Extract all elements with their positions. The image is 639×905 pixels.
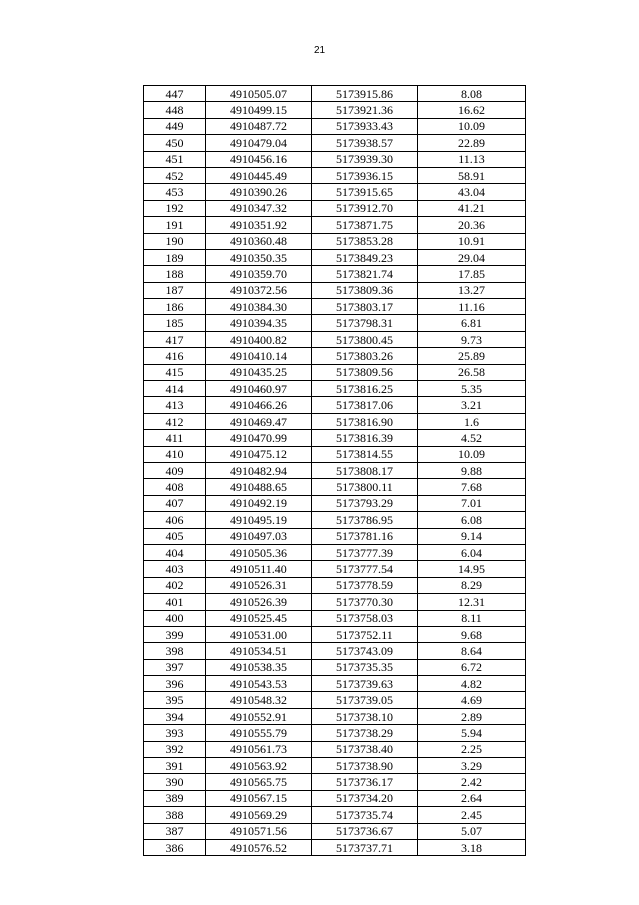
distance-cell: 9.68 — [418, 626, 526, 642]
distance-cell: 17.85 — [418, 266, 526, 282]
y-coordinate-cell: 5173735.35 — [312, 659, 418, 675]
distance-cell: 1.6 — [418, 413, 526, 429]
point-number-cell: 389 — [144, 790, 206, 806]
table-row — [144, 594, 526, 610]
distance-cell: 4.69 — [418, 692, 526, 708]
y-coordinate-cell: 5173770.30 — [312, 594, 418, 610]
table-row — [144, 790, 526, 806]
point-number-cell: 452 — [144, 167, 206, 183]
x-coordinate-cell: 4910479.04 — [206, 135, 312, 151]
point-number-cell: 450 — [144, 135, 206, 151]
distance-cell: 9.73 — [418, 331, 526, 347]
distance-cell: 12.31 — [418, 594, 526, 610]
point-number-cell: 401 — [144, 594, 206, 610]
y-coordinate-cell: 5173817.06 — [312, 397, 418, 413]
point-number-cell: 410 — [144, 446, 206, 462]
x-coordinate-cell: 4910495.19 — [206, 512, 312, 528]
x-coordinate-cell: 4910576.52 — [206, 839, 312, 855]
x-coordinate-cell: 4910350.35 — [206, 249, 312, 265]
point-number-cell: 400 — [144, 610, 206, 626]
x-coordinate-cell: 4910435.25 — [206, 364, 312, 380]
point-number-cell: 448 — [144, 102, 206, 118]
y-coordinate-cell: 5173777.54 — [312, 561, 418, 577]
point-number-cell: 393 — [144, 725, 206, 741]
point-number-cell: 451 — [144, 151, 206, 167]
distance-cell: 4.82 — [418, 676, 526, 692]
y-coordinate-cell: 5173739.05 — [312, 692, 418, 708]
distance-cell: 8.11 — [418, 610, 526, 626]
point-number-cell: 453 — [144, 184, 206, 200]
distance-cell: 26.58 — [418, 364, 526, 380]
x-coordinate-cell: 4910351.92 — [206, 217, 312, 233]
distance-cell: 9.14 — [418, 528, 526, 544]
distance-cell: 10.09 — [418, 118, 526, 134]
x-coordinate-cell: 4910400.82 — [206, 331, 312, 347]
table-row — [144, 249, 526, 265]
distance-cell: 25.89 — [418, 348, 526, 364]
y-coordinate-cell: 5173758.03 — [312, 610, 418, 626]
page-number: 21 — [313, 45, 326, 56]
y-coordinate-cell: 5173816.90 — [312, 413, 418, 429]
table-row — [144, 233, 526, 249]
point-number-cell: 394 — [144, 708, 206, 724]
point-number-cell: 403 — [144, 561, 206, 577]
point-number-cell: 411 — [144, 430, 206, 446]
y-coordinate-cell: 5173739.63 — [312, 676, 418, 692]
x-coordinate-cell: 4910445.49 — [206, 167, 312, 183]
table-row — [144, 217, 526, 233]
x-coordinate-cell: 4910526.31 — [206, 577, 312, 593]
x-coordinate-cell: 4910488.65 — [206, 479, 312, 495]
x-coordinate-cell: 4910359.70 — [206, 266, 312, 282]
table-row — [144, 495, 526, 511]
distance-cell: 2.64 — [418, 790, 526, 806]
coordinates-table — [143, 85, 526, 856]
y-coordinate-cell: 5173933.43 — [312, 118, 418, 134]
table-row — [144, 741, 526, 757]
point-number-cell: 191 — [144, 217, 206, 233]
x-coordinate-cell: 4910563.92 — [206, 758, 312, 774]
table-row — [144, 561, 526, 577]
table-row — [144, 692, 526, 708]
x-coordinate-cell: 4910555.79 — [206, 725, 312, 741]
point-number-cell: 186 — [144, 299, 206, 315]
table-row — [144, 512, 526, 528]
point-number-cell: 402 — [144, 577, 206, 593]
distance-cell: 6.08 — [418, 512, 526, 528]
distance-cell: 5.94 — [418, 725, 526, 741]
table-row — [144, 200, 526, 216]
distance-cell: 10.91 — [418, 233, 526, 249]
distance-cell: 7.01 — [418, 495, 526, 511]
point-number-cell: 390 — [144, 774, 206, 790]
y-coordinate-cell: 5173816.39 — [312, 430, 418, 446]
x-coordinate-cell: 4910505.36 — [206, 544, 312, 560]
table-row — [144, 823, 526, 839]
x-coordinate-cell: 4910571.56 — [206, 823, 312, 839]
distance-cell: 11.16 — [418, 299, 526, 315]
y-coordinate-cell: 5173821.74 — [312, 266, 418, 282]
y-coordinate-cell: 5173921.36 — [312, 102, 418, 118]
distance-cell: 6.72 — [418, 659, 526, 675]
table-row — [144, 577, 526, 593]
point-number-cell: 412 — [144, 413, 206, 429]
x-coordinate-cell: 4910538.35 — [206, 659, 312, 675]
table-row — [144, 397, 526, 413]
y-coordinate-cell: 5173738.10 — [312, 708, 418, 724]
point-number-cell: 187 — [144, 282, 206, 298]
table-row — [144, 266, 526, 282]
x-coordinate-cell: 4910482.94 — [206, 462, 312, 478]
table-row — [144, 462, 526, 478]
x-coordinate-cell: 4910410.14 — [206, 348, 312, 364]
y-coordinate-cell: 5173915.86 — [312, 86, 418, 102]
point-number-cell: 185 — [144, 315, 206, 331]
x-coordinate-cell: 4910469.47 — [206, 413, 312, 429]
distance-cell: 4.52 — [418, 430, 526, 446]
distance-cell: 41.21 — [418, 200, 526, 216]
distance-cell: 6.04 — [418, 544, 526, 560]
table-row — [144, 758, 526, 774]
point-number-cell: 190 — [144, 233, 206, 249]
table-row — [144, 184, 526, 200]
y-coordinate-cell: 5173809.36 — [312, 282, 418, 298]
x-coordinate-cell: 4910384.30 — [206, 299, 312, 315]
point-number-cell: 388 — [144, 807, 206, 823]
y-coordinate-cell: 5173803.26 — [312, 348, 418, 364]
y-coordinate-cell: 5173871.75 — [312, 217, 418, 233]
distance-cell: 2.25 — [418, 741, 526, 757]
x-coordinate-cell: 4910552.91 — [206, 708, 312, 724]
y-coordinate-cell: 5173736.67 — [312, 823, 418, 839]
distance-cell: 22.89 — [418, 135, 526, 151]
x-coordinate-cell: 4910534.51 — [206, 643, 312, 659]
y-coordinate-cell: 5173800.11 — [312, 479, 418, 495]
table-row — [144, 643, 526, 659]
point-number-cell: 409 — [144, 462, 206, 478]
distance-cell: 3.21 — [418, 397, 526, 413]
distance-cell: 11.13 — [418, 151, 526, 167]
y-coordinate-cell: 5173853.28 — [312, 233, 418, 249]
distance-cell: 14.95 — [418, 561, 526, 577]
table-row — [144, 331, 526, 347]
point-number-cell: 392 — [144, 741, 206, 757]
point-number-cell: 449 — [144, 118, 206, 134]
distance-cell: 3.29 — [418, 758, 526, 774]
y-coordinate-cell: 5173736.17 — [312, 774, 418, 790]
point-number-cell: 415 — [144, 364, 206, 380]
y-coordinate-cell: 5173743.09 — [312, 643, 418, 659]
y-coordinate-cell: 5173752.11 — [312, 626, 418, 642]
x-coordinate-cell: 4910499.15 — [206, 102, 312, 118]
coordinates-table-body — [144, 86, 526, 856]
y-coordinate-cell: 5173738.90 — [312, 758, 418, 774]
point-number-cell: 398 — [144, 643, 206, 659]
y-coordinate-cell: 5173793.29 — [312, 495, 418, 511]
y-coordinate-cell: 5173816.25 — [312, 381, 418, 397]
x-coordinate-cell: 4910456.16 — [206, 151, 312, 167]
y-coordinate-cell: 5173778.59 — [312, 577, 418, 593]
point-number-cell: 387 — [144, 823, 206, 839]
point-number-cell: 404 — [144, 544, 206, 560]
x-coordinate-cell: 4910372.56 — [206, 282, 312, 298]
point-number-cell: 397 — [144, 659, 206, 675]
table-row — [144, 626, 526, 642]
table-row — [144, 151, 526, 167]
point-number-cell: 417 — [144, 331, 206, 347]
table-row — [144, 102, 526, 118]
x-coordinate-cell: 4910390.26 — [206, 184, 312, 200]
distance-cell: 29.04 — [418, 249, 526, 265]
x-coordinate-cell: 4910561.73 — [206, 741, 312, 757]
y-coordinate-cell: 5173777.39 — [312, 544, 418, 560]
table-row — [144, 479, 526, 495]
point-number-cell: 396 — [144, 676, 206, 692]
distance-cell: 16.62 — [418, 102, 526, 118]
point-number-cell: 192 — [144, 200, 206, 216]
x-coordinate-cell: 4910505.07 — [206, 86, 312, 102]
y-coordinate-cell: 5173912.70 — [312, 200, 418, 216]
distance-cell: 10.09 — [418, 446, 526, 462]
table-row — [144, 364, 526, 380]
point-number-cell: 395 — [144, 692, 206, 708]
y-coordinate-cell: 5173738.40 — [312, 741, 418, 757]
distance-cell: 20.36 — [418, 217, 526, 233]
x-coordinate-cell: 4910466.26 — [206, 397, 312, 413]
y-coordinate-cell: 5173814.55 — [312, 446, 418, 462]
table-row — [144, 528, 526, 544]
y-coordinate-cell: 5173734.20 — [312, 790, 418, 806]
table-row — [144, 118, 526, 134]
table-row — [144, 413, 526, 429]
y-coordinate-cell: 5173738.29 — [312, 725, 418, 741]
y-coordinate-cell: 5173737.71 — [312, 839, 418, 855]
distance-cell: 43.04 — [418, 184, 526, 200]
table-row — [144, 381, 526, 397]
x-coordinate-cell: 4910565.75 — [206, 774, 312, 790]
point-number-cell: 386 — [144, 839, 206, 855]
point-number-cell: 406 — [144, 512, 206, 528]
distance-cell: 9.88 — [418, 462, 526, 478]
table-row — [144, 282, 526, 298]
x-coordinate-cell: 4910360.48 — [206, 233, 312, 249]
point-number-cell: 188 — [144, 266, 206, 282]
table-row — [144, 167, 526, 183]
y-coordinate-cell: 5173849.23 — [312, 249, 418, 265]
y-coordinate-cell: 5173800.45 — [312, 331, 418, 347]
y-coordinate-cell: 5173798.31 — [312, 315, 418, 331]
table-row — [144, 86, 526, 102]
point-number-cell: 414 — [144, 381, 206, 397]
point-number-cell: 405 — [144, 528, 206, 544]
point-number-cell: 447 — [144, 86, 206, 102]
distance-cell: 8.64 — [418, 643, 526, 659]
point-number-cell: 399 — [144, 626, 206, 642]
table-row — [144, 774, 526, 790]
table-row — [144, 839, 526, 855]
y-coordinate-cell: 5173936.15 — [312, 167, 418, 183]
distance-cell: 3.18 — [418, 839, 526, 855]
x-coordinate-cell: 4910394.35 — [206, 315, 312, 331]
x-coordinate-cell: 4910526.39 — [206, 594, 312, 610]
distance-cell: 7.68 — [418, 479, 526, 495]
table-row — [144, 348, 526, 364]
y-coordinate-cell: 5173781.16 — [312, 528, 418, 544]
x-coordinate-cell: 4910347.32 — [206, 200, 312, 216]
point-number-cell: 391 — [144, 758, 206, 774]
x-coordinate-cell: 4910460.97 — [206, 381, 312, 397]
table-row — [144, 446, 526, 462]
y-coordinate-cell: 5173809.56 — [312, 364, 418, 380]
y-coordinate-cell: 5173735.74 — [312, 807, 418, 823]
y-coordinate-cell: 5173808.17 — [312, 462, 418, 478]
table-row — [144, 610, 526, 626]
distance-cell: 13.27 — [418, 282, 526, 298]
x-coordinate-cell: 4910569.29 — [206, 807, 312, 823]
table-row — [144, 544, 526, 560]
x-coordinate-cell: 4910475.12 — [206, 446, 312, 462]
x-coordinate-cell: 4910470.99 — [206, 430, 312, 446]
table-row — [144, 659, 526, 675]
y-coordinate-cell: 5173803.17 — [312, 299, 418, 315]
x-coordinate-cell: 4910492.19 — [206, 495, 312, 511]
point-number-cell: 407 — [144, 495, 206, 511]
x-coordinate-cell: 4910531.00 — [206, 626, 312, 642]
table-row — [144, 676, 526, 692]
x-coordinate-cell: 4910487.72 — [206, 118, 312, 134]
x-coordinate-cell: 4910511.40 — [206, 561, 312, 577]
point-number-cell: 408 — [144, 479, 206, 495]
y-coordinate-cell: 5173939.30 — [312, 151, 418, 167]
point-number-cell: 416 — [144, 348, 206, 364]
x-coordinate-cell: 4910548.32 — [206, 692, 312, 708]
distance-cell: 5.07 — [418, 823, 526, 839]
y-coordinate-cell: 5173786.95 — [312, 512, 418, 528]
point-number-cell: 413 — [144, 397, 206, 413]
distance-cell: 2.89 — [418, 708, 526, 724]
x-coordinate-cell: 4910525.45 — [206, 610, 312, 626]
y-coordinate-cell: 5173915.65 — [312, 184, 418, 200]
point-number-cell: 189 — [144, 249, 206, 265]
x-coordinate-cell: 4910497.03 — [206, 528, 312, 544]
distance-cell: 5.35 — [418, 381, 526, 397]
y-coordinate-cell: 5173938.57 — [312, 135, 418, 151]
distance-cell: 8.29 — [418, 577, 526, 593]
table-row — [144, 807, 526, 823]
table-row — [144, 725, 526, 741]
distance-cell: 6.81 — [418, 315, 526, 331]
table-row — [144, 299, 526, 315]
distance-cell: 2.42 — [418, 774, 526, 790]
table-row — [144, 430, 526, 446]
distance-cell: 2.45 — [418, 807, 526, 823]
table-row — [144, 708, 526, 724]
distance-cell: 58.91 — [418, 167, 526, 183]
distance-cell: 8.08 — [418, 86, 526, 102]
table-row — [144, 315, 526, 331]
x-coordinate-cell: 4910543.53 — [206, 676, 312, 692]
x-coordinate-cell: 4910567.15 — [206, 790, 312, 806]
table-row — [144, 135, 526, 151]
